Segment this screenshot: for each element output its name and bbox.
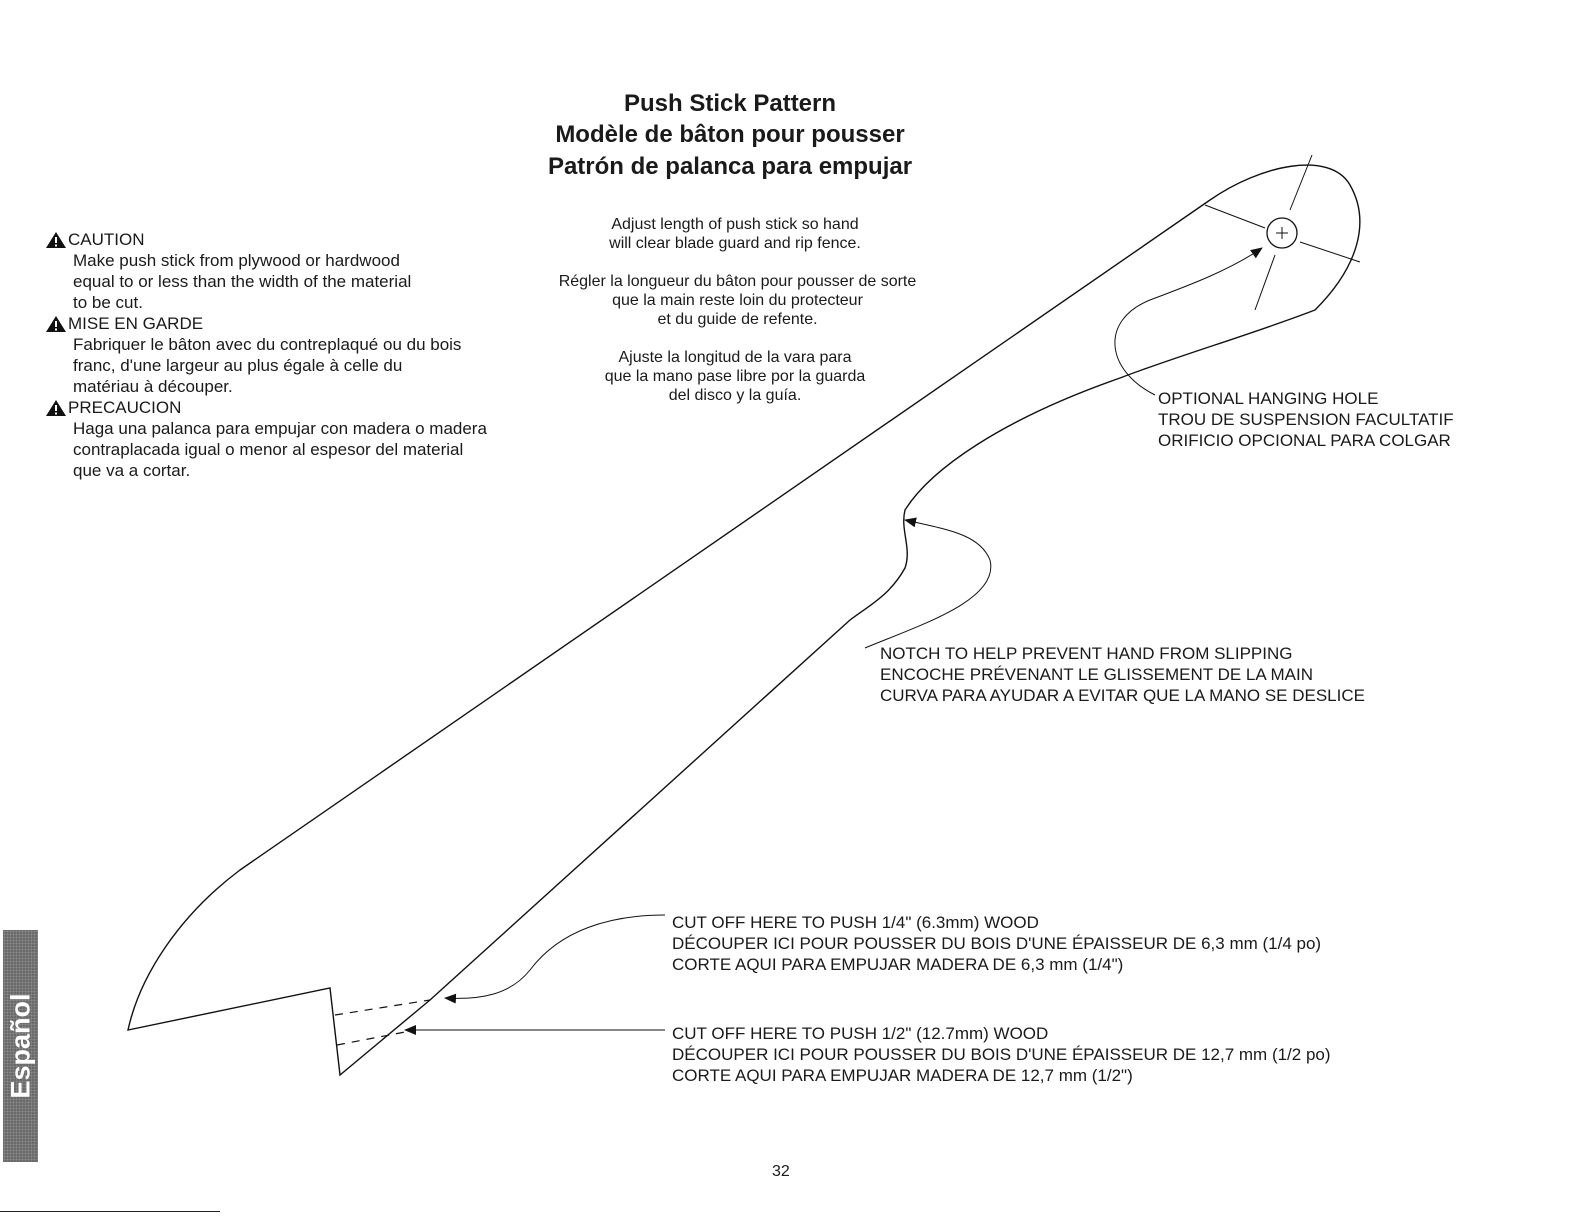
side-tab-label: Español bbox=[5, 993, 35, 1099]
title-english: Push Stick Pattern bbox=[623, 90, 837, 117]
warning-caution-title: CAUTION bbox=[68, 230, 145, 249]
label-cut-half: CUT OFF HERE TO PUSH 1/2" (12.7mm) WOOD DÉCOUPER ICI POUR POUSSER DU BOIS D'UNE ÉPAISSEUR DE 12,7 mm (1/2 po) CORTE AQUI PARA EMPUJAR MADERA DE 12,7 mm (1/2") bbox=[672, 1024, 1331, 1085]
label-hanging-hole: OPTIONAL HANGING HOLE TROU DE SUSPENSION FACULTATIF ORIFICIO OPCIONAL PARA COLGAR bbox=[1158, 389, 1454, 450]
language-side-tab bbox=[3, 930, 38, 1162]
cut-line-half bbox=[337, 1032, 405, 1045]
adjust-note-french: Régler la longueur du bâton pour pousser de sorte que la main reste loin du protecteur et du guide de refente. bbox=[558, 273, 917, 328]
bottom-rule bbox=[0, 1211, 220, 1212]
warning-precaucion-text: Haga una palanca para empujar con madera o madera contraplacada igual o menor al espesor del material que va a cortar. bbox=[73, 419, 487, 480]
warning-caution-text: Make push stick from plywood or hardwood equal to or less than the width of the material to be cut. bbox=[73, 251, 412, 312]
adjust-note-spanish: Ajuste la longitud de la vara para que la mano pase libre por la guarda del disco y la guía. bbox=[604, 349, 866, 404]
page-number: 32 bbox=[772, 1163, 790, 1180]
crosshair-circle-icon bbox=[1267, 218, 1297, 248]
adjust-note-english: Adjust length of push stick so hand will clear blade guard and rip fence. bbox=[609, 216, 861, 252]
title-french: Modèle de bâton pour pousser bbox=[555, 121, 905, 148]
label-cut-quarter: CUT OFF HERE TO PUSH 1/4" (6.3mm) WOOD DÉCOUPER ICI POUR POUSSER DU BOIS D'UNE ÉPAISSEUR DE 6,3 mm (1/4 po) CORTE AQUI PARA EMPUJAR MADERA DE 6,3 mm (1/4") bbox=[672, 913, 1322, 974]
warning-mise-en-garde-text: Fabriquer le bâton avec du contreplaqué ou du bois franc, d'une largeur au plus égale à celle du matériau à découper. bbox=[73, 335, 462, 396]
title-spanish: Patrón de palanca para empujar bbox=[547, 153, 913, 180]
warning-mise-en-garde-title: MISE EN GARDE bbox=[68, 314, 204, 333]
label-notch: NOTCH TO HELP PREVENT HAND FROM SLIPPING ENCOCHE PRÉVENANT LE GLISSEMENT DE LA MAIN CURVA PARA AYUDAR A EVITAR QUE LA MANO SE DESLICE bbox=[880, 644, 1365, 705]
warning-precaucion-title: PRECAUCION bbox=[68, 398, 182, 417]
